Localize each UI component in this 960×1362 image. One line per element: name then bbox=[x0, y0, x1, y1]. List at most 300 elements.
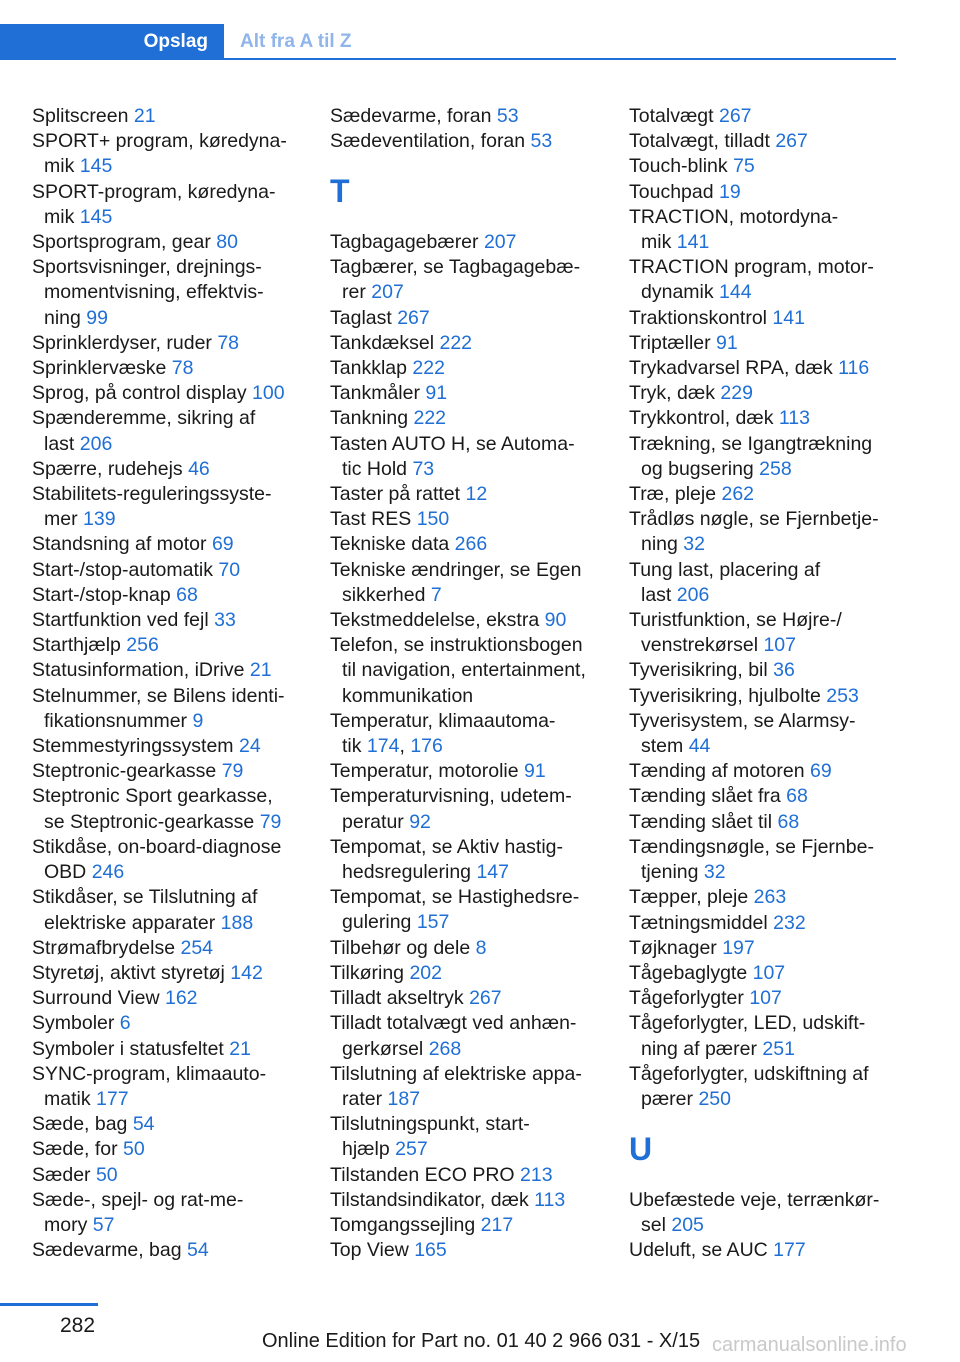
page-reference-link[interactable]: 21 bbox=[229, 1037, 251, 1060]
watermark: carmanualsonline.info bbox=[712, 1334, 907, 1356]
index-entry bbox=[330, 331, 612, 356]
page-reference-link[interactable]: 44 bbox=[688, 735, 711, 758]
index-term: Temperatur, klimaautoma- tik bbox=[330, 709, 556, 758]
page-reference-link[interactable]: 53 bbox=[496, 105, 519, 127]
index-entry bbox=[32, 1011, 314, 1036]
page-reference-link[interactable]: 69 bbox=[211, 533, 234, 556]
index-entry bbox=[32, 759, 314, 784]
page-reference-link[interactable]: 33 bbox=[214, 609, 236, 632]
index-term: TRACTION program, motor- dynamik bbox=[629, 256, 874, 304]
page-reference-link[interactable]: 99 bbox=[86, 306, 108, 329]
index-entry bbox=[330, 1011, 612, 1061]
tab-alt-fra-a-til-z[interactable]: Alt fra A til Z bbox=[240, 31, 352, 52]
page-reference-link[interactable]: 90 bbox=[544, 609, 567, 632]
index-entry bbox=[32, 684, 314, 734]
index-entry bbox=[32, 558, 314, 583]
index-entry bbox=[629, 381, 911, 406]
page-reference-link[interactable]: 70 bbox=[218, 558, 241, 581]
index-term: Tilladt totalvægt ved anhæn- gerkørsel bbox=[330, 1012, 577, 1060]
index-entry bbox=[330, 507, 612, 532]
index-term: SPORT+ program, køredyna- mik bbox=[32, 130, 287, 178]
page-reference-link[interactable]: 75 bbox=[733, 155, 755, 178]
page-reference-link[interactable]: 258 bbox=[759, 457, 792, 480]
index-term: Standsning af motor bbox=[32, 533, 212, 556]
index-term: Start-/stop-knap bbox=[32, 583, 177, 606]
index-entry bbox=[629, 154, 911, 179]
index-term: Tankmåler bbox=[330, 382, 426, 405]
page-reference-link[interactable]: 267 bbox=[397, 306, 430, 329]
page-reference-link[interactable]: 165 bbox=[414, 1239, 447, 1262]
index-entry bbox=[629, 331, 911, 356]
index-entry bbox=[629, 658, 911, 683]
index-entry bbox=[629, 1011, 911, 1061]
index-term: Totalvægt bbox=[629, 105, 719, 127]
index-entry bbox=[32, 406, 314, 456]
page-reference-link[interactable]: 107 bbox=[763, 634, 796, 657]
index-entry bbox=[629, 255, 911, 305]
page-reference-link[interactable]: 188 bbox=[220, 911, 254, 934]
index-entry bbox=[330, 1163, 612, 1188]
page-reference-link[interactable]: 53 bbox=[530, 130, 553, 153]
index-entry bbox=[330, 306, 612, 331]
index-entry bbox=[629, 104, 911, 129]
index-entry bbox=[629, 709, 911, 759]
index-term: Sprinklervæske bbox=[32, 357, 172, 380]
page-reference-link[interactable]: 69 bbox=[810, 760, 832, 783]
page-reference-link[interactable]: 78 bbox=[171, 357, 194, 380]
index-entry bbox=[330, 558, 612, 608]
page-reference-link[interactable]: 222 bbox=[412, 357, 445, 380]
index-entry bbox=[32, 784, 314, 834]
index-entry bbox=[629, 961, 911, 986]
index-entry bbox=[330, 1213, 612, 1238]
page-reference-link[interactable]: 68 bbox=[176, 583, 198, 606]
index-entry bbox=[629, 1062, 911, 1112]
index-entry bbox=[629, 432, 911, 482]
index-entry bbox=[32, 482, 314, 532]
index-term: Trykkontrol, dæk bbox=[629, 407, 779, 430]
index-term: SPORT-program, køredyna- mik bbox=[32, 180, 276, 228]
index-entry bbox=[629, 507, 911, 557]
page-reference-link[interactable]: 254 bbox=[180, 936, 214, 959]
index-entry bbox=[32, 1238, 314, 1263]
page-reference-link[interactable]: 9 bbox=[192, 709, 204, 732]
index-term: Sæde, bag bbox=[32, 1113, 133, 1136]
index-entry bbox=[32, 658, 314, 683]
index-term: Tænding af motoren bbox=[629, 760, 811, 783]
page-reference-link[interactable]: 176 bbox=[410, 735, 443, 758]
index-term: Tænding slået til bbox=[629, 810, 778, 833]
index-entry bbox=[32, 381, 314, 406]
index-entry bbox=[32, 356, 314, 381]
index-term: Ubefæstede veje, terrænkør- sel bbox=[629, 1188, 880, 1236]
index-term: Triptæller bbox=[629, 331, 717, 354]
index-term: Sprog, på control display bbox=[32, 382, 253, 405]
page-reference-link[interactable]: 139 bbox=[83, 508, 116, 531]
index-term: Tankdæksel bbox=[330, 331, 440, 354]
section-letter: U bbox=[629, 1131, 653, 1168]
page-reference-link[interactable]: 202 bbox=[409, 961, 442, 984]
index-entry bbox=[629, 684, 911, 709]
index-entry bbox=[32, 835, 314, 885]
index-term: Sportsvisninger, drejnings- momentvisning, effektvis- ning bbox=[32, 256, 264, 329]
index-term: Surround View bbox=[32, 987, 165, 1010]
index-entry bbox=[32, 633, 314, 658]
index-entry bbox=[330, 759, 612, 784]
index-term: Tilladt akseltryk bbox=[330, 987, 470, 1010]
index-entry bbox=[330, 129, 612, 154]
page-reference-link[interactable]: 267 bbox=[469, 987, 502, 1010]
page-reference-link[interactable]: 142 bbox=[230, 961, 263, 984]
page-reference-link[interactable]: 116 bbox=[838, 357, 870, 380]
page-reference-link[interactable]: 54 bbox=[132, 1113, 155, 1136]
page-reference-link[interactable]: 145 bbox=[79, 155, 113, 178]
index-entry bbox=[32, 734, 314, 759]
index-entry bbox=[32, 1137, 314, 1162]
index-entry bbox=[32, 331, 314, 356]
index-entry bbox=[32, 583, 314, 608]
index-term: Tyverisikring, bil bbox=[629, 659, 774, 682]
index-entry bbox=[629, 306, 911, 331]
index-entry bbox=[629, 1188, 911, 1238]
index-term: Starthjælp bbox=[32, 634, 127, 657]
index-entry bbox=[629, 810, 911, 835]
index-term: Sæde-, spejl- og rat-me- mory bbox=[32, 1188, 244, 1236]
index-entry bbox=[629, 936, 911, 961]
index-term: Sportsprogram, gear bbox=[32, 231, 217, 254]
index-term: Styretøj, aktivt styretøj bbox=[32, 961, 231, 984]
index-term: SYNC-program, klimaauto- matik bbox=[32, 1062, 267, 1110]
index-entry bbox=[629, 482, 911, 507]
index-entry bbox=[32, 1062, 314, 1112]
index-entry bbox=[32, 1112, 314, 1137]
page-reference-link[interactable]: 253 bbox=[826, 684, 859, 707]
page-reference-link[interactable]: 207 bbox=[483, 231, 517, 253]
index-entry bbox=[330, 986, 612, 1011]
index-term: Sprinklerdyser, ruder bbox=[32, 331, 218, 354]
index-term: Strømafbrydelse bbox=[32, 936, 181, 959]
page-reference-link[interactable]: 8 bbox=[475, 936, 487, 959]
index-column-2 bbox=[330, 104, 612, 1263]
index-entry bbox=[629, 1238, 911, 1263]
page-reference-link[interactable]: 21 bbox=[133, 105, 156, 127]
index-term: Stikdåse, on-board-diagnose OBD bbox=[32, 835, 282, 884]
index-term: Spænderemme, sikring af last bbox=[32, 407, 256, 455]
index-term: Tagbagagebærer bbox=[330, 231, 484, 253]
page-reference-link[interactable]: 141 bbox=[772, 306, 805, 329]
page-number: 282 bbox=[60, 1314, 96, 1337]
page-reference-link[interactable]: 78 bbox=[217, 331, 240, 354]
index-term: Tankklap bbox=[330, 357, 413, 380]
index-entry bbox=[330, 104, 612, 129]
page-reference-link[interactable]: 68 bbox=[777, 810, 800, 833]
index-entry bbox=[32, 961, 314, 986]
page-number-rule bbox=[0, 1303, 98, 1306]
page-reference-link[interactable]: 91 bbox=[716, 331, 738, 354]
index-entry bbox=[330, 406, 612, 431]
index-entry bbox=[629, 759, 911, 784]
index-entry bbox=[32, 1163, 314, 1188]
index-term: Tilkøring bbox=[330, 961, 410, 984]
index-entry bbox=[629, 608, 911, 658]
index-term: Tågeforlygter, LED, udskift- ning af pærer bbox=[629, 1012, 866, 1060]
page-reference-link[interactable]: 46 bbox=[188, 457, 210, 480]
index-term: Stelnummer, se Bilens identi- fikationsnummer bbox=[32, 684, 285, 732]
page-reference-link[interactable]: 19 bbox=[719, 180, 741, 203]
index-term: Sæder bbox=[32, 1163, 96, 1186]
page-reference-link[interactable]: 267 bbox=[718, 105, 752, 127]
index-term: Totalvægt, tilladt bbox=[629, 130, 776, 153]
index-term: Stemmestyringssystem bbox=[32, 735, 239, 758]
index-term: Tyverisystem, se Alarmsy- stem bbox=[629, 709, 856, 758]
index-term: Symboler bbox=[32, 1012, 120, 1035]
index-term: Turistfunktion, se Højre-/ venstrekørsel bbox=[629, 609, 842, 657]
index-term: Taster på rattet bbox=[330, 483, 466, 506]
index-term: Trækning, se Igangtrækning og bugsering bbox=[629, 432, 873, 480]
index-entry bbox=[32, 1037, 314, 1062]
index-term: Telefon, se instruktionsbogen til navigation, entertainment, kommunikation bbox=[330, 634, 586, 707]
page-reference-link[interactable]: 174 bbox=[366, 735, 400, 758]
index-term: Trådløs nøgle, se Fjernbetje- ning bbox=[629, 508, 879, 556]
page-reference-link[interactable]: 157 bbox=[416, 911, 450, 934]
index-entry bbox=[629, 558, 911, 608]
index-entry bbox=[629, 911, 911, 936]
page-reference-link[interactable]: 50 bbox=[123, 1138, 145, 1161]
edition-footer: Online Edition for Part no. 01 40 2 966 031 - X/15 bbox=[262, 1330, 701, 1352]
tab-opslag[interactable]: Opslag bbox=[0, 24, 224, 60]
page-reference-link[interactable]: 12 bbox=[465, 483, 488, 506]
page-reference-link[interactable]: 68 bbox=[786, 785, 808, 808]
index-entry bbox=[629, 986, 911, 1011]
index-entry bbox=[32, 986, 314, 1011]
page-reference-link[interactable]: 197 bbox=[722, 936, 755, 959]
index-entry bbox=[32, 230, 314, 255]
page-reference-link[interactable]: 257 bbox=[395, 1138, 428, 1161]
index-term: Tekniske ændringer, se Egen sikkerhed bbox=[330, 558, 582, 606]
page-reference-link[interactable]: 222 bbox=[439, 331, 473, 354]
index-term: Tågebaglygte bbox=[629, 961, 753, 984]
page-reference-link[interactable]: 232 bbox=[773, 911, 806, 934]
page-reference-link[interactable]: 177 bbox=[96, 1087, 129, 1110]
index-entry bbox=[629, 784, 911, 809]
index-term: Steptronic Sport gearkasse, se Steptronic-gearkasse bbox=[32, 785, 273, 833]
index-entry bbox=[330, 608, 612, 633]
index-entry bbox=[330, 230, 612, 255]
index-entry bbox=[330, 532, 612, 557]
page-reference-link[interactable]: 92 bbox=[409, 810, 431, 833]
page-reference-link[interactable]: 113 bbox=[534, 1188, 566, 1211]
index-entry bbox=[330, 1188, 612, 1213]
page-reference-link[interactable]: 113 bbox=[778, 407, 810, 430]
index-entry bbox=[32, 1188, 314, 1238]
page-reference-link[interactable]: 79 bbox=[259, 810, 282, 833]
page-reference-link[interactable]: 107 bbox=[749, 987, 782, 1010]
index-entry bbox=[629, 180, 911, 205]
page-reference-link[interactable]: 207 bbox=[371, 281, 404, 304]
index-term: TRACTION, motordyna- mik bbox=[629, 205, 839, 254]
index-entry bbox=[330, 885, 612, 935]
page-reference-link[interactable]: 251 bbox=[762, 1037, 795, 1060]
index-term: Sædeventilation, foran bbox=[330, 130, 531, 153]
index-term: Startfunktion ved fejl bbox=[32, 609, 215, 632]
page-reference-link[interactable]: 267 bbox=[775, 130, 808, 153]
page-reference-link[interactable]: 222 bbox=[413, 407, 447, 430]
page-reference-link[interactable]: 162 bbox=[164, 987, 198, 1010]
index-entry bbox=[330, 835, 612, 885]
index-entry bbox=[32, 608, 314, 633]
index-entry bbox=[32, 885, 314, 935]
index-term: Touch-blink bbox=[629, 155, 734, 178]
page-reference-link[interactable]: 147 bbox=[476, 861, 509, 884]
header-rule bbox=[0, 58, 896, 60]
index-entry bbox=[32, 457, 314, 482]
page-reference-link[interactable]: 79 bbox=[221, 760, 244, 783]
page-reference-link[interactable]: 177 bbox=[773, 1239, 806, 1262]
index-term: Tagbærer, se Tagbagagebæ- rer bbox=[330, 256, 581, 304]
index-term: Statusinformation, iDrive bbox=[32, 659, 250, 682]
page-reference-link[interactable]: 50 bbox=[95, 1163, 118, 1186]
page-reference-link[interactable]: 100 bbox=[252, 382, 285, 405]
index-term: Tilslutningspunkt, start- hjælp bbox=[330, 1113, 530, 1161]
index-entry bbox=[629, 129, 911, 154]
page-reference-link[interactable]: 268 bbox=[428, 1037, 462, 1060]
page-reference-link[interactable]: 32 bbox=[703, 861, 726, 884]
index-entry bbox=[32, 255, 314, 331]
page-reference-link[interactable]: 256 bbox=[126, 634, 159, 657]
index-term: Tung last, placering af last bbox=[629, 558, 821, 606]
page-reference-link[interactable]: 7 bbox=[430, 583, 442, 606]
index-column-1 bbox=[32, 104, 314, 1263]
page-reference-link[interactable]: 57 bbox=[92, 1213, 115, 1236]
index-term: Tempomat, se Hastighedsre- gulering bbox=[330, 886, 580, 934]
index-term: Tilslutning af elektriske appa- rater bbox=[330, 1062, 582, 1110]
page-reference-link[interactable]: 73 bbox=[412, 457, 435, 480]
index-term: Traktionskontrol bbox=[629, 306, 773, 329]
index-entry bbox=[330, 1238, 612, 1263]
index-term: Stikdåser, se Tilslutning af elektriske apparater bbox=[32, 886, 258, 934]
index-entry bbox=[330, 356, 612, 381]
index-entry bbox=[32, 180, 314, 230]
index-term: Tomgangssejling bbox=[330, 1213, 481, 1236]
index-term: Tændingsnøgle, se Fjernbe- tjening bbox=[629, 835, 874, 884]
page-reference-link[interactable]: 187 bbox=[387, 1087, 421, 1110]
section-letter: T bbox=[330, 173, 350, 210]
page-reference-link[interactable]: 54 bbox=[187, 1239, 209, 1262]
page-reference-link[interactable]: 91 bbox=[425, 382, 448, 405]
index-entry bbox=[629, 406, 911, 431]
page-reference-link[interactable]: 213 bbox=[520, 1163, 553, 1186]
index-term: Stabilitets-reguleringssyste- mer bbox=[32, 483, 272, 531]
page-reference-link[interactable]: 266 bbox=[454, 533, 488, 556]
page-reference-link[interactable]: 6 bbox=[119, 1012, 131, 1035]
page-reference-link[interactable]: 145 bbox=[79, 205, 113, 228]
index-entry bbox=[32, 129, 314, 179]
index-entry: Temperatur, klimaautoma- tik 174, 176 bbox=[330, 709, 556, 758]
index-term: Tilbehør og dele bbox=[330, 936, 476, 959]
index-entry bbox=[330, 381, 612, 406]
index-entry bbox=[330, 633, 612, 709]
index-entry bbox=[32, 936, 314, 961]
index-term: Tænding slået fra bbox=[629, 785, 787, 808]
index-term: Tekniske data bbox=[330, 533, 455, 556]
index-term: Temperatur, motorolie bbox=[330, 760, 525, 783]
index-term: Sædevarme, bag bbox=[32, 1239, 188, 1262]
index-term: Træ, pleje bbox=[629, 483, 722, 506]
index-term: Tast RES bbox=[330, 508, 417, 531]
page-reference-link[interactable]: 263 bbox=[753, 886, 787, 909]
index-entry bbox=[330, 784, 612, 834]
index-term: Symboler i statusfeltet bbox=[32, 1037, 230, 1060]
index-term: Tempomat, se Aktiv hastig- hedsregulering bbox=[330, 835, 564, 884]
page-reference-link[interactable]: 21 bbox=[249, 659, 272, 682]
page-reference-link[interactable]: 262 bbox=[721, 483, 755, 506]
index-term: Sædevarme, foran bbox=[330, 105, 497, 127]
index-entry bbox=[330, 1112, 612, 1162]
index-entry bbox=[330, 482, 612, 507]
index-term: Top View bbox=[330, 1239, 415, 1262]
index-entry bbox=[629, 205, 911, 255]
index-term: Tætningsmiddel bbox=[629, 911, 774, 934]
index-term: Sæde, for bbox=[32, 1138, 124, 1161]
index-entry bbox=[629, 835, 911, 885]
page-reference-link[interactable]: 217 bbox=[480, 1213, 514, 1236]
index-term: Trykadvarsel RPA, dæk bbox=[629, 357, 839, 380]
index-entry bbox=[330, 255, 612, 305]
index-term: Tekstmeddelelse, ekstra bbox=[330, 609, 545, 632]
index-entry bbox=[330, 961, 612, 986]
page-reference-link[interactable]: 144 bbox=[719, 281, 752, 304]
index-column-3 bbox=[629, 104, 911, 1263]
page-reference-link[interactable]: 206 bbox=[676, 583, 710, 606]
index-term: Spærre, rudehejs bbox=[32, 457, 189, 480]
index-entry bbox=[629, 356, 911, 381]
page-reference-link[interactable]: 150 bbox=[416, 508, 450, 531]
index-term: Tæpper, pleje bbox=[629, 886, 754, 909]
page-reference-link[interactable]: 206 bbox=[79, 432, 113, 455]
index-term: Taglast bbox=[330, 306, 398, 329]
index-entry bbox=[330, 1062, 612, 1112]
index-term: Tyverisikring, hjulbolte bbox=[629, 684, 827, 707]
page-reference-link[interactable]: 229 bbox=[720, 382, 753, 405]
index-term: Touchpad bbox=[629, 180, 719, 203]
page-reference-link[interactable]: 32 bbox=[683, 533, 705, 556]
page-reference-link[interactable]: 250 bbox=[698, 1087, 731, 1110]
index-term: Tilstanden ECO PRO bbox=[330, 1163, 521, 1186]
page-reference-link[interactable]: 91 bbox=[524, 760, 546, 783]
page-reference-link[interactable]: 141 bbox=[676, 231, 710, 254]
page-reference-link[interactable]: 205 bbox=[671, 1213, 704, 1236]
index-entry bbox=[32, 104, 314, 129]
index-term: Tilstandsindikator, dæk bbox=[330, 1188, 535, 1211]
index-term: Tasten AUTO H, se Automa- tic Hold bbox=[330, 432, 575, 480]
index-entry bbox=[330, 432, 612, 482]
page-reference-link[interactable]: 36 bbox=[773, 659, 795, 682]
index-term: Tågeforlygter bbox=[629, 987, 750, 1010]
index-term: Udeluft, se AUC bbox=[629, 1239, 774, 1262]
page-reference-link[interactable]: 246 bbox=[91, 861, 125, 884]
index-term: Splitscreen bbox=[32, 105, 134, 127]
page-reference-link[interactable]: 24 bbox=[238, 735, 261, 758]
index-term: Start-/stop-automatik bbox=[32, 558, 219, 581]
index-term: Temperaturvisning, udetem- peratur bbox=[330, 785, 572, 833]
index-term: Tågeforlygter, udskiftning af pærer bbox=[629, 1062, 869, 1110]
index-term: Tryk, dæk bbox=[629, 382, 721, 405]
index-term: Tøjknager bbox=[629, 936, 723, 959]
index-entry bbox=[629, 885, 911, 910]
index-term: Steptronic-gearkasse bbox=[32, 760, 222, 783]
page-reference-link[interactable]: 80 bbox=[216, 231, 238, 254]
page-reference-link[interactable]: 107 bbox=[752, 961, 786, 984]
